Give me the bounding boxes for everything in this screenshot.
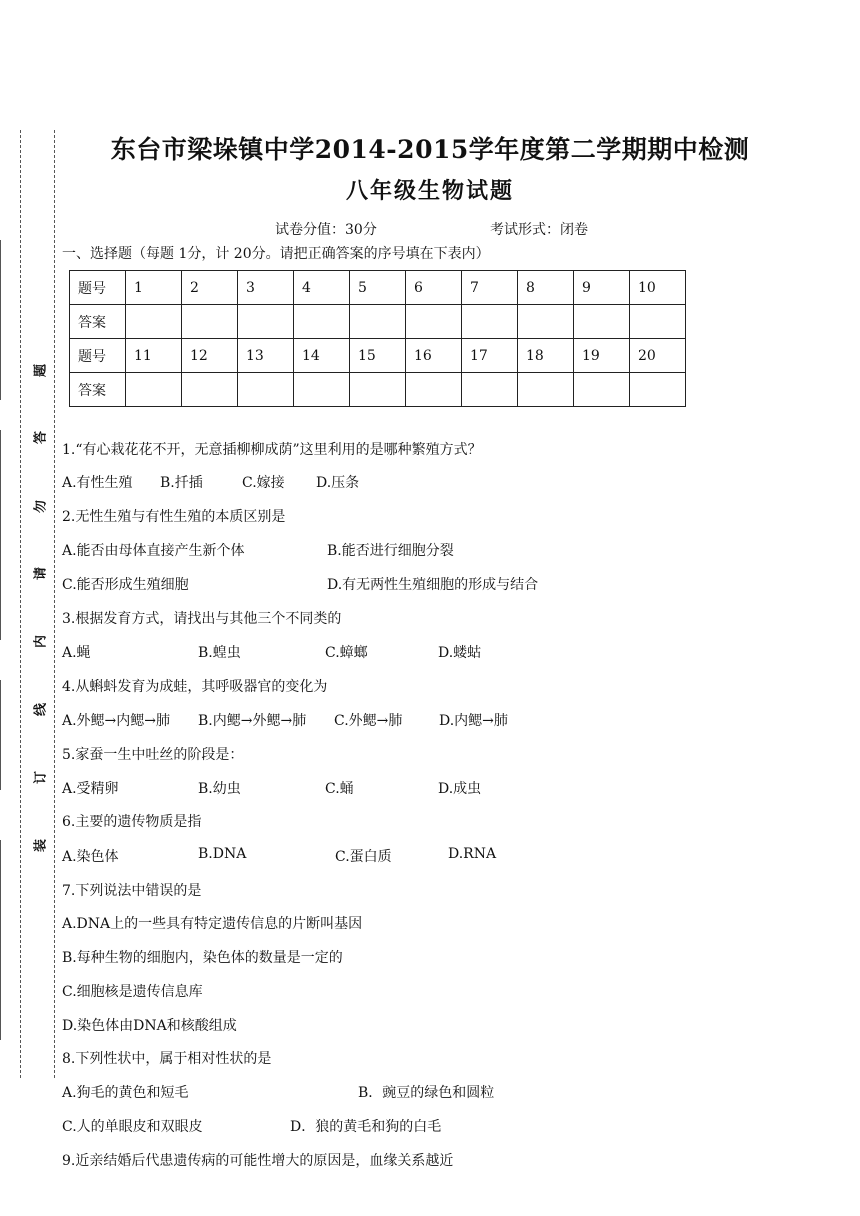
answer-cell[interactable] bbox=[126, 305, 182, 339]
option-a: A.外鳃→内鳃→肺 bbox=[62, 713, 171, 729]
option-a: A.狗毛的黄色和短毛 bbox=[62, 1085, 189, 1101]
exam-subtitle: 八年级生物试题 bbox=[345, 178, 514, 204]
table-cell: 7 bbox=[462, 271, 518, 305]
option-d: D.内鳃→肺 bbox=[439, 713, 508, 729]
option-c: C.嫁接 bbox=[242, 475, 285, 491]
answer-cell[interactable] bbox=[350, 373, 406, 407]
option-d: D.压条 bbox=[316, 475, 360, 491]
question-7-stem: 7.下列说法中错误的是 bbox=[62, 883, 202, 899]
question-7-option-a: A.DNA上的一些具有特定遗传信息的片断叫基因 bbox=[62, 916, 363, 932]
answer-cell[interactable] bbox=[182, 373, 238, 407]
option-a: A.染色体 bbox=[62, 849, 119, 865]
answer-cell[interactable] bbox=[126, 373, 182, 407]
answer-table bbox=[69, 270, 686, 407]
table-cell: 13 bbox=[238, 339, 294, 373]
option-d: D．狼的黄毛和狗的白毛 bbox=[290, 1119, 442, 1135]
answer-cell[interactable] bbox=[574, 373, 630, 407]
option-b: B.幼虫 bbox=[198, 781, 241, 797]
seal-char: 请 bbox=[33, 567, 49, 581]
seal-char: 订 bbox=[33, 771, 49, 785]
question-3-stem: 3.根据发育方式，请找出与其他三个不同类的 bbox=[62, 611, 342, 627]
option-c: C.蛋白质 bbox=[335, 849, 392, 865]
table-cell: 9 bbox=[574, 271, 630, 305]
table-cell: 14 bbox=[294, 339, 350, 373]
option-d: D.蝼蛄 bbox=[438, 645, 482, 661]
option-b: B.能否进行细胞分裂 bbox=[327, 543, 454, 559]
table-cell: 15 bbox=[350, 339, 406, 373]
question-4-stem: 4.从蝌蚪发育为成蛙，其呼吸器官的变化为 bbox=[62, 679, 328, 695]
option-c: C.能否形成生殖细胞 bbox=[62, 577, 189, 593]
answer-cell[interactable] bbox=[238, 305, 294, 339]
option-b: B.扦插 bbox=[160, 475, 203, 491]
binding-line-outer bbox=[20, 130, 21, 1078]
table-cell: 3 bbox=[238, 271, 294, 305]
number-fill-line bbox=[0, 680, 2, 790]
option-d: D.有无两性生殖细胞的形成与结合 bbox=[327, 577, 539, 593]
answer-cell[interactable] bbox=[238, 373, 294, 407]
seal-char: 答 bbox=[33, 431, 49, 445]
table-row bbox=[70, 339, 686, 373]
table-cell: 5 bbox=[350, 271, 406, 305]
table-cell: 4 bbox=[294, 271, 350, 305]
binding-line-inner bbox=[54, 130, 55, 1078]
answer-cell[interactable] bbox=[462, 305, 518, 339]
option-c: C.蛹 bbox=[325, 781, 354, 797]
table-cell: 题号 bbox=[70, 271, 126, 305]
option-a: A.受精卵 bbox=[62, 781, 119, 797]
seal-char: 题 bbox=[33, 364, 49, 378]
table-cell: 2 bbox=[182, 271, 238, 305]
table-cell: 6 bbox=[406, 271, 462, 305]
question-2-stem: 2.无性生殖与有性生殖的本质区别是 bbox=[62, 509, 286, 525]
class-fill-line bbox=[0, 430, 2, 640]
table-cell: 19 bbox=[574, 339, 630, 373]
option-b: B.蝗虫 bbox=[198, 645, 241, 661]
question-7-option-d: D.染色体由DNA和核酸组成 bbox=[62, 1018, 237, 1034]
score-info: 试卷分值：30分 bbox=[275, 222, 377, 238]
question-7-option-b: B.每种生物的细胞内，染色体的数量是一定的 bbox=[62, 950, 343, 966]
option-b: B.DNA bbox=[198, 846, 247, 862]
seat-fill-line bbox=[0, 840, 2, 1040]
table-cell: 答案 bbox=[70, 373, 126, 407]
exam-form: 考试形式：闭卷 bbox=[490, 222, 588, 238]
answer-cell[interactable] bbox=[574, 305, 630, 339]
seal-char: 内 bbox=[33, 635, 49, 649]
table-row bbox=[70, 305, 686, 339]
table-cell: 20 bbox=[630, 339, 686, 373]
table-cell: 题号 bbox=[70, 339, 126, 373]
answer-cell[interactable] bbox=[518, 305, 574, 339]
option-c: C.蟑螂 bbox=[325, 645, 368, 661]
option-c: C.外鳃→肺 bbox=[334, 713, 403, 729]
table-cell: 10 bbox=[630, 271, 686, 305]
option-b: B．豌豆的绿色和圆粒 bbox=[358, 1085, 495, 1101]
option-d: D.RNA bbox=[448, 846, 497, 862]
answer-cell[interactable] bbox=[406, 305, 462, 339]
table-cell: 答案 bbox=[70, 305, 126, 339]
option-a: A.有性生殖 bbox=[62, 475, 133, 491]
table-row bbox=[70, 271, 686, 305]
answer-cell[interactable] bbox=[462, 373, 518, 407]
exam-title: 东台市梁垛镇中学2014-2015学年度第二学期期中检测 bbox=[110, 135, 750, 164]
answer-cell[interactable] bbox=[182, 305, 238, 339]
seal-char: 线 bbox=[33, 703, 49, 717]
table-cell: 18 bbox=[518, 339, 574, 373]
answer-cell[interactable] bbox=[294, 305, 350, 339]
question-6-stem: 6.主要的遗传物质是指 bbox=[62, 814, 202, 830]
question-9-stem: 9.近亲结婚后代患遗传病的可能性增大的原因是，血缘关系越近 bbox=[62, 1153, 454, 1169]
table-cell: 11 bbox=[126, 339, 182, 373]
answer-cell[interactable] bbox=[294, 373, 350, 407]
question-7-option-c: C.细胞核是遗传信息库 bbox=[62, 984, 203, 1000]
section-heading: 一、选择题（每题 1分，计 20分。请把正确答案的序号填在下表内） bbox=[62, 246, 490, 262]
name-fill-line bbox=[0, 240, 2, 400]
option-d: D.成虫 bbox=[438, 781, 482, 797]
answer-cell[interactable] bbox=[406, 373, 462, 407]
option-c: C.人的单眼皮和双眼皮 bbox=[62, 1119, 203, 1135]
table-cell: 16 bbox=[406, 339, 462, 373]
answer-cell[interactable] bbox=[350, 305, 406, 339]
answer-cell[interactable] bbox=[630, 305, 686, 339]
table-cell: 17 bbox=[462, 339, 518, 373]
answer-cell[interactable] bbox=[518, 373, 574, 407]
seal-char: 勿 bbox=[33, 500, 49, 514]
option-a: A.蝇 bbox=[62, 645, 91, 661]
table-cell: 12 bbox=[182, 339, 238, 373]
question-8-stem: 8.下列性状中，属于相对性状的是 bbox=[62, 1051, 272, 1067]
question-5-stem: 5.家蚕一生中吐丝的阶段是： bbox=[62, 747, 244, 763]
answer-cell[interactable] bbox=[630, 373, 686, 407]
option-a: A.能否由母体直接产生新个体 bbox=[62, 543, 245, 559]
table-row bbox=[70, 373, 686, 407]
option-b: B.内鳃→外鳃→肺 bbox=[198, 713, 307, 729]
table-cell: 8 bbox=[518, 271, 574, 305]
table-cell: 1 bbox=[126, 271, 182, 305]
question-1-stem: 1.“有心栽花花不开，无意插柳柳成荫”这里利用的是哪种繁殖方式？ bbox=[62, 442, 482, 458]
seal-char: 装 bbox=[33, 839, 49, 853]
